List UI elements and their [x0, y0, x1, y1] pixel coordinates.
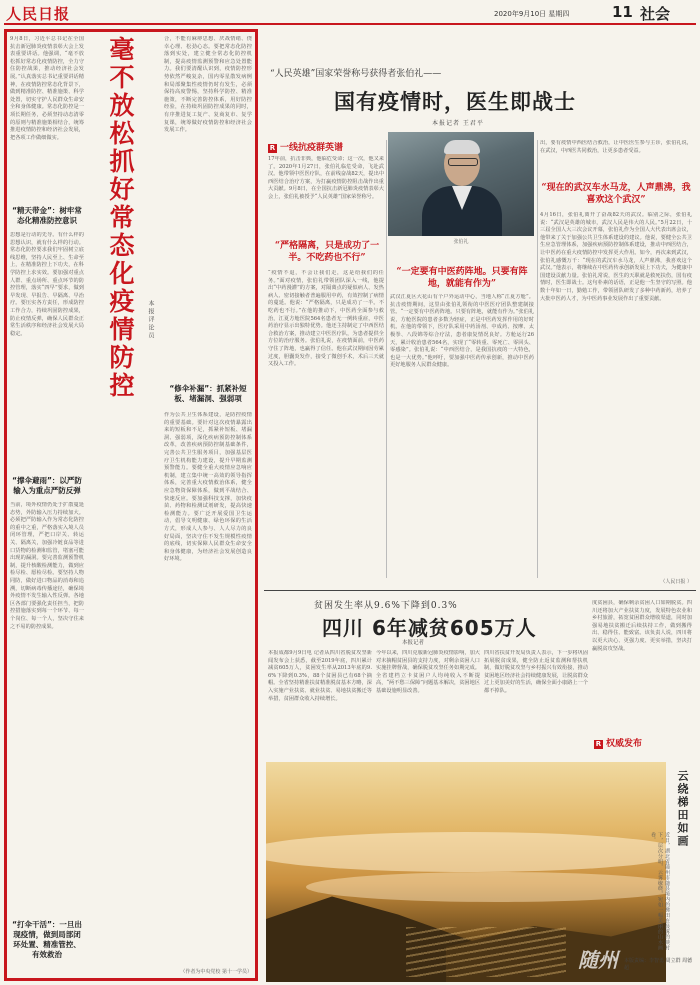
- commentary-col3-para1: 合，不能有麻痹思想、厌战情绪、侥幸心理、松劲心态。要把常态化防控落到实处，建立健全常态化防控机制，提高疫情监测预警和应急处置能力。我们要清醒认识到，疫情防控形势依然严峻复杂，国内零星散发病例和局部聚集性疫情仍时有发生，必须保持高度警惕，坚持科学防控、精准施策，不断完善防控体系，用好防控经验，在持续巩固防控成果的同时，有序推进复工复产、复商复市、复学复课，统筹做好疫情防控和经济社会发展工作。: [164, 36, 252, 134]
- photo-section-tag-icon: R: [595, 740, 602, 748]
- feature-col3-para0: 出，要有疫情中西医结合救治，让中医医生参与主诊，张伯礼说，在武汉，中西医共同救治，让更多患者受益。: [540, 140, 692, 154]
- feature-col3-para1: 4月16日，张伯礼离开了奋战82天的武汉。临别之际，张伯礼说：“武汉是英雄的城市，武汉人民是伟大的人民。”5月22日，十三届全国人大三次会议开幕，张伯礼作为全国人大代表出席会议，他带来了关于加强公共卫生体系建设的建议。他说，要健全公共卫生应急管理体系，加强疾病预防控制体系建设，推动中西医结合，让中医药在重大疫情防控中发挥更大作用。如今，再次来到武汉，张伯礼感慨万千：“现在的武汉车水马龙，人声鼎沸，我喜欢这个武汉。”他表示，将继续在中医药传承创新发展上下功夫，为健康中国建设贡献力量。张伯礼常说，医生的天职就是救死扶伤，国有疫情时，医生即战士。这句朴素的话语，正是他一生坚守的写照。他数十年如一日，勤勉工作，带领团队研发了多种中药新药，培养了大批中医药人才，为中医药事业发展作出了重要贡献。: [540, 212, 692, 302]
- poverty-headline: 四川 6年减贫605万人: [322, 616, 537, 640]
- poverty-col4: 度贫困县，确保剩余贫困人口如期脱贫。四川还将加大产业扶贫力度，发展特色农业和乡村旅游，拓宽贫困群众增收渠道，同时加强易地扶贫搬迁后续扶持工作，做到搬得出、稳得住、能致富。该负责人说，四川将以更大决心、更强力度、更实举措，坚决打赢脱贫攻坚战。: [592, 600, 692, 652]
- feature-col1-para2: “疫情不退，不会让我们走，这是给我们的任务。”面对疫情，张伯礼带领团队深入一线，他提出“中药漫灌”的方案，对隔离点的疑似病人、发热病人、密切接触者普遍服用中药，有效控制了病情的蔓延。他说：“严格隔离，只是成功了一半。不吃药也不行。”在他的推动下，中医药全面参与救治，江夏方舱医院564名患者无一例转重症，中医药治疗显示出独特优势。他还主持制定了中西医结合救治方案，推动建立中医医疗队，为患者提供全方位的治疗服务。张伯礼说，在疫情面前，中医药守住了阵地，也赢得了信任。他在武汉期间因劳累过度，胆囊炎发作，接受了微创手术，术后三天就又投入工作。: [268, 270, 384, 368]
- feature-quote-1: “严格隔离，只是成功了一半。不吃药也不行”: [274, 241, 380, 263]
- section-name: 社会: [640, 5, 671, 23]
- feature-col1-para1: 17年前，抗击非典，他临危受命；这一次，他又来了。2020年1月27日，张伯礼临危受命，飞赴武汉。他带领中医医疗队，在前线奋战82天，提出中西医结合治疗方案，为打赢疫情防控阻击战作出重大贡献。9月8日，在全国抗击新冠肺炎疫情表彰大会上，张伯礼被授予“人民英雄”国家荣誉称号。: [268, 156, 384, 200]
- photo-caption-text: 近日，湖北省随州市随县境内的梯田在晨雾的映衬下，层次分明，云雾缭绕，宛如一幅美丽的山水画卷。: [650, 832, 670, 950]
- poverty-kicker: 贫困发生率从9.6%下降到0.3%: [314, 601, 458, 611]
- section-tag-icon: R: [269, 144, 276, 152]
- poverty-col2: 今年以来，四川克服新冠肺炎疫情影响，加大对未摘帽贫困县的支持力度，对剩余贫困人口实施挂牌督战，确保脱贫攻坚任务如期完成。全省建档立卡贫困户人均纯收入不断提高，“两不愁三保障”问题基本解决，贫困地区基础设施明显改善。: [376, 650, 480, 694]
- commentary-subhead-3: “修伞补漏”：抓紧补短板、堵漏洞、强弱项: [169, 384, 247, 403]
- masthead-rule: [4, 23, 696, 25]
- feature-closing: （人民日报 ）: [660, 579, 692, 585]
- feature-quote-3: “现在的武汉车水马龙，人声鼎沸，我喜欢这个武汉”: [541, 183, 691, 205]
- commentary-subhead-2: “撑伞避雨”：以严防输入为重点严防反弹: [12, 476, 82, 495]
- commentary-vertical-title: 毫不放松抓好常态化疫情防控: [106, 36, 135, 400]
- photo-section-tag: [594, 736, 642, 749]
- page-number: 11: [612, 3, 633, 21]
- section-divider-1: [264, 590, 696, 591]
- commentary-byline: 本报评论员: [147, 300, 154, 340]
- masthead-date: 2020年9月10日 星期四: [494, 10, 570, 18]
- feature-divider-2: [537, 140, 538, 578]
- photo-caption-title: 云绕梯田如画: [676, 770, 689, 848]
- commentary-footnote: （作者为中央党校 第十一学员）: [180, 969, 252, 975]
- portrait-hair: [444, 140, 480, 154]
- commentary-col1-para2: 思想是行动的先导。有什么样的思想认识，就有什么样的行动。常态化防控要求我们牢固树立底线思维，坚持人民至上、生命至上，在精准防控上下功夫，在科学防控上求实效。要加强对重点人群、重点场所、重点环节的防控管理，落实“四早”要求，做到早发现、早报告、早隔离、早治疗。要压实各方责任，形成防控工作合力，持续巩固防控成果，防止疫情反弹，确保人民群众正常生活秩序和经济社会发展大局稳定。: [10, 232, 84, 337]
- feature-headline: 国有疫情时，医生即战士: [334, 90, 576, 114]
- section-tag-label: 一线抗疫群英谱: [280, 143, 344, 153]
- poverty-col3: 四川省扶贫开发局负责人表示，下一步将巩固拓展脱贫成果，健全防止返贫监测和帮扶机制，做好脱贫攻坚与乡村振兴有效衔接，推动贫困地区经济社会持续健康发展，让脱贫群众过上更加美好的生活，确保全面小康路上一个都不掉队。: [484, 650, 588, 694]
- commentary-subhead-1: “精天带金”：树牢常态化精准防控意识: [12, 206, 82, 225]
- feature-kicker: “人民英雄”国家荣誉称号获得者张伯礼——: [270, 69, 442, 79]
- commentary-subhead-4: “打伞干活”：一旦出现疫情，做到局部闭环处置、精准管控、有效救治: [12, 920, 82, 959]
- feature-section-tag: [268, 140, 343, 153]
- feature-photo-caption: 张伯礼: [453, 239, 469, 245]
- poverty-byline: 本报记者: [402, 640, 425, 646]
- feature-byline: 本报记者 王君平: [432, 120, 484, 127]
- commentary-col1-para1: 9月8日，习近平总书记在全国抗击新冠肺炎疫情表彰大会上发表重要讲话。他强调，“毫不放松抓好常态化疫情防控，全力守住防控战果，推动经济社会发展。”认真落实总书记重要讲话精神，在疫情防控常态化背景下，做到精准防控、精准施策、科学处置，切实守护人民群众生命安全和身体健康。常态化防控是一项长期任务，必须坚持动态清零的原则与精准施策相结合，统筹推进疫情防控和经济社会发展，把各项工作做细做实。: [10, 36, 84, 141]
- masthead-logo: 人民日报: [6, 5, 71, 23]
- feature-col2-para1: 武汉江夏区大花山有个户外运动中心，当地人称“江夏方舱”。抗击疫情期间，这里由张伯礼领衔的中医医疗团队整建制接管。“一定要有中医药阵地。只要有阵地，就能有作为。”张伯礼说，方舱医院的患者多数为轻症，正是中医药发挥作用的好时机。在他的带领下，医疗队采用中药汤剂、中成药、按摩、太极拳、八段锦等综合疗法，患者康复情况良好。方舱运行26天，累计收治患者564名，实现了“零转重、零死亡、零回头、零感染”。张伯礼说：“中西医结合，是我国抗疫的一大特色，也是一大优势。”他呼吁，要加强中医药传承创新，推动中医药更好地服务人民群众健康。: [390, 294, 534, 369]
- mist-band-1: [266, 832, 666, 872]
- photo-section-tag-label: 权威发布: [606, 739, 643, 749]
- poverty-col1: 本报成都9月9日电 记者从四川省脱贫攻坚新闻发布会上获悉，截至2019年底，四川累计减贫605万人，贫困发生率从2013年底的9.6%下降到0.3%，88个贫困县已有68个摘帽。全省坚持精准扶贫精准脱贫基本方略，深入实施产业扶贫、就业扶贫、易地扶贫搬迁等举措，贫困群众收入持续增长。: [268, 650, 372, 702]
- portrait-glasses: [448, 158, 478, 166]
- feature-portrait-photo: [388, 132, 534, 236]
- commentary-col1-para3: 当前，境外疫情仍处于扩散蔓延态势，外防输入压力持续加大。必须把严防输入作为常态化防控的重中之重，严格落实入境人员闭环管理，严把口岸关、转运关、隔离关，加强冷链食品等进口货物的检测和监管，堵塞可能出现的漏洞。要完善监测预警机制，提升核酸检测能力，做到应检尽检、愿检尽检。要坚持人物同防，做好进口物品的消毒和追溯，切断病毒传播途径，确保境外疫情不发生输入性反弹。各地区各部门要强化责任担当，把防控措施落实到每一个环节、每一个岗位、每一个人，坚决守住来之不易的防控成果。: [10, 502, 84, 630]
- terraced-fields-photo: [266, 762, 666, 982]
- terrace-lines: [406, 927, 566, 977]
- commentary-col3-para2: 作为公共卫生体系建设，是防控疫情的重要基础。要针对这次疫情暴露出来的短板和不足，抓紧补短板、堵漏洞、强弱项，深化疾病预防控制体系改革，改善疾病预防控制基础条件，完善公共卫生服务项目，加强基层医疗卫生机构能力建设，提升早期监测预警能力。要健全重大疫情应急响应机制，建立集中统一高效的领导指挥体系，完善重大疫情救治体系，健全应急物资保障体系，做到平战结合、快速反应。要加强科技支撑，加快疫苗、药物和检测试剂研发，提高快速检测能力。要广泛开展爱国卫生运动，倡导文明健康、绿色环保的生活方式，形成人人参与、人人尽力的良好局面，坚决守住不发生规模性疫情的底线，切实保障人民群众生命安全和身体健康，为经济社会发展创造良好环境。: [164, 412, 252, 563]
- page-editors: 本版责编：李智勇 周立群 周德超: [624, 958, 693, 971]
- feature-quote-2: “一定要有中医药阵地。只要有阵地，就能有作为”: [396, 267, 528, 289]
- photo-watermark: 随州: [578, 948, 618, 972]
- mist-band-2: [306, 872, 666, 902]
- feature-divider-1: [386, 140, 387, 578]
